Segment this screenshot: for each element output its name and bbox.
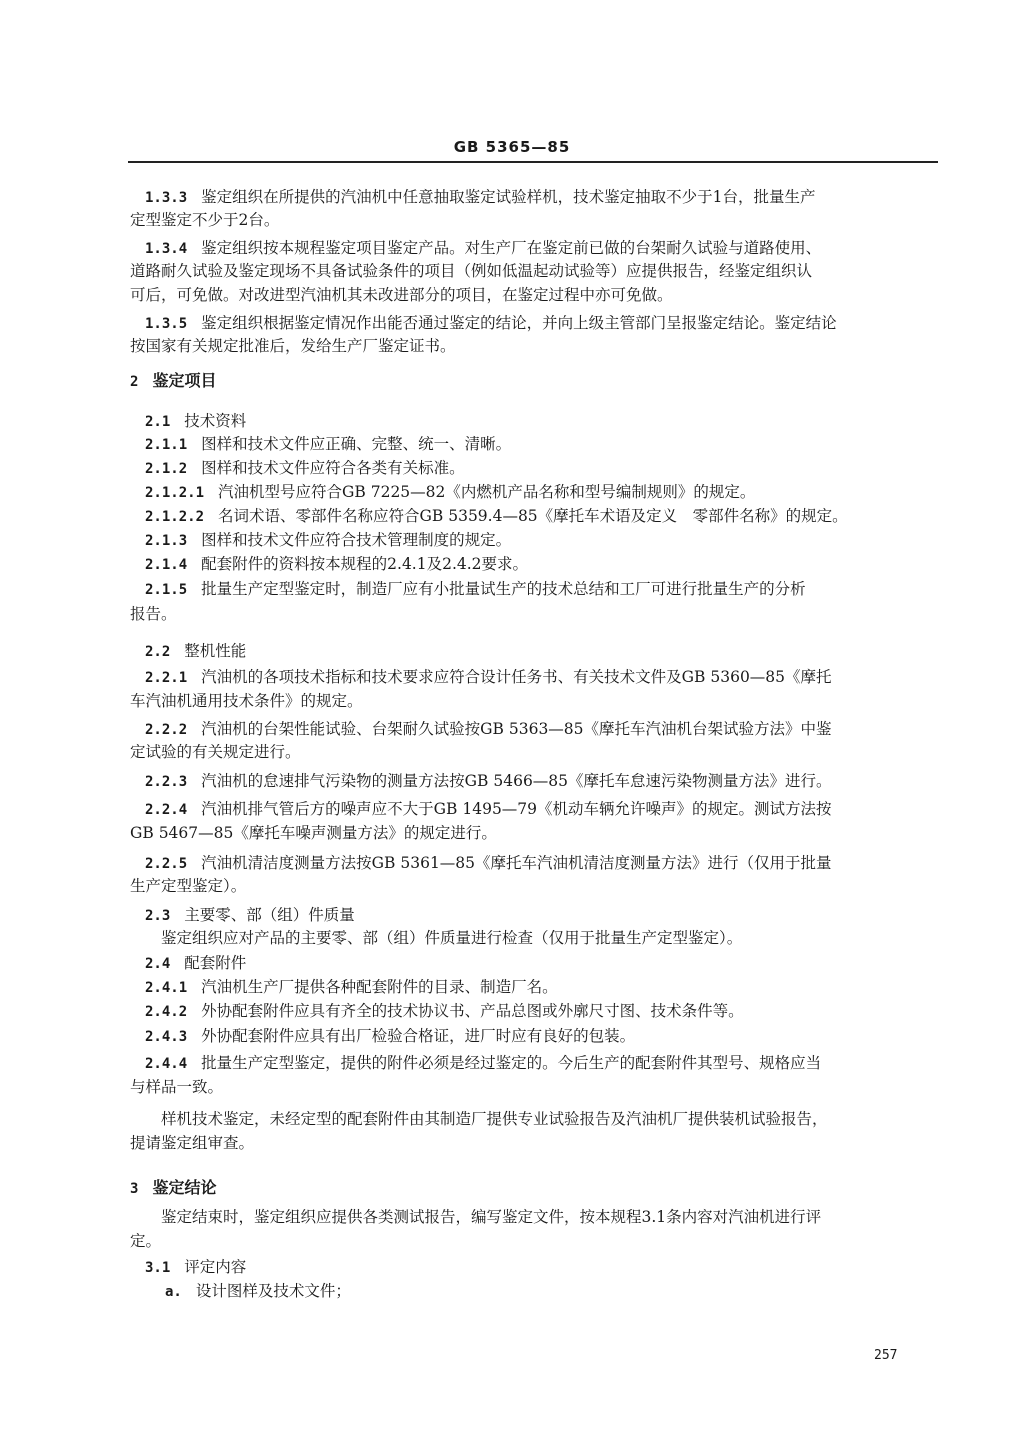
- clause-number: 1.3.3: [145, 190, 188, 206]
- section-heading: [130, 1177, 940, 1200]
- text-line: [145, 718, 955, 741]
- clause-text: 样机技术鉴定，未经定型的配套附件由其制造厂提供专业试验报告及汽油机厂提供装机试验报告，: [130, 1110, 828, 1128]
- clause-number: 2.4.4: [145, 1056, 188, 1072]
- clause-text: 定型鉴定不少于2台。: [130, 211, 280, 229]
- clause-number: 2.1.4: [145, 557, 188, 573]
- clause-number: 2.4.3: [145, 1029, 188, 1045]
- clause-text: 配套附件的资料按本规程的2.4.1及2.4.2要求。: [201, 555, 529, 573]
- text-line: [145, 237, 955, 260]
- text-line: [130, 284, 940, 306]
- clause-text: 图样和技术文件应正确、完整、统一、清晰。: [201, 435, 512, 453]
- clause-text: 鉴定组织应对产品的主要零、部（组）件质量进行检查（仅用于批量生产定型鉴定）。: [130, 929, 743, 947]
- clause-text: GB 5467—85《摩托车噪声测量方法》的规定进行。: [130, 824, 497, 842]
- clause-text: 鉴定组织按本规程鉴定项目鉴定产品。对生产厂在鉴定前已做的台架耐久试验与道路使用、: [201, 239, 822, 257]
- clause-text: 定试验的有关规定进行。: [130, 743, 301, 761]
- text-line: [165, 1280, 975, 1303]
- clause-text: 汽油机排气管后方的噪声应不大于GB 1495—79《机动车辆允许噪声》的规定。测试方法按: [201, 800, 832, 818]
- text-line: [145, 640, 955, 663]
- clause-text: 定。: [130, 1232, 162, 1250]
- clause-number: 3: [130, 1181, 139, 1197]
- text-line: [145, 770, 955, 793]
- clause-text: 生产定型鉴定）。: [130, 877, 247, 895]
- text-line: [130, 1132, 940, 1154]
- text-line: [145, 1256, 955, 1279]
- clause-text: 汽油机清洁度测量方法按GB 5361—85《摩托车汽油机清洁度测量方法》进行（仅用于批量: [201, 854, 832, 872]
- clause-text: 图样和技术文件应符合技术管理制度的规定。: [201, 531, 512, 549]
- text-line: [130, 260, 940, 282]
- clause-number: 1.3.5: [145, 316, 188, 332]
- text-line: [145, 410, 955, 433]
- clause-text: 汽油机型号应符合GB 7225—82《内燃机产品名称和型号编制规则》的规定。: [218, 483, 756, 501]
- clause-number: 2.1.2: [145, 461, 188, 477]
- clause-number: 2.4: [145, 956, 171, 972]
- page-header: GB 5365—85: [453, 138, 571, 156]
- clause-number: 2: [130, 374, 139, 390]
- clause-text: 图样和技术文件应符合各类有关标准。: [201, 459, 465, 477]
- text-line: [145, 186, 955, 209]
- clause-text: 整机性能: [184, 642, 247, 660]
- text-line: [145, 852, 955, 875]
- clause-text: 提请鉴定组审查。: [130, 1134, 255, 1152]
- text-line: [145, 976, 955, 999]
- clause-number: 3.1: [145, 1260, 171, 1276]
- clause-text: 外协配套附件应具有齐全的技术协议书、产品总图或外廓尺寸图、技术条件等。: [201, 1002, 744, 1020]
- clause-number: 2.2: [145, 644, 171, 660]
- clause-text: 鉴定项目: [152, 371, 217, 390]
- text-line: [145, 666, 955, 689]
- text-line: [130, 927, 940, 949]
- clause-number: 2.2.4: [145, 802, 188, 818]
- text-line: [130, 1230, 940, 1252]
- text-line: [145, 553, 955, 576]
- text-line: [130, 1108, 940, 1130]
- clause-text: 按国家有关规定批准后，发给生产厂鉴定证书。: [130, 337, 456, 355]
- text-line: [145, 904, 955, 927]
- clause-number: 2.1.2.1: [145, 485, 205, 501]
- text-line: [145, 312, 955, 335]
- clause-number: 2.2.3: [145, 774, 188, 790]
- clause-text: 与样品一致。: [130, 1078, 224, 1096]
- clause-text: 评定内容: [184, 1258, 247, 1276]
- clause-text: 可后，可免做。对改进型汽油机其未改进部分的项目，在鉴定过程中亦可免做。: [130, 286, 673, 304]
- text-line: [130, 741, 940, 763]
- clause-text: 报告。: [130, 605, 177, 623]
- text-line: [145, 1000, 955, 1023]
- clause-number: 2.1.1: [145, 437, 188, 453]
- clause-number: 2.2.5: [145, 856, 188, 872]
- clause-text: 鉴定结束时，鉴定组织应提供各类测试报告，编写鉴定文件，按本规程3.1条内容对汽油机进行评: [130, 1208, 822, 1226]
- clause-text: 批量生产定型鉴定，提供的附件必须是经过鉴定的。今后生产的配套附件其型号、规格应当: [201, 1054, 822, 1072]
- text-line: [145, 798, 955, 821]
- clause-number: 2.4.2: [145, 1004, 188, 1020]
- text-line: [145, 1025, 955, 1048]
- clause-text: 批量生产定型鉴定时，制造厂应有小批量试生产的技术总结和工厂可进行批量生产的分析: [201, 580, 806, 598]
- text-line: [145, 952, 955, 975]
- clause-text: 设计图样及技术文件；: [195, 1282, 351, 1300]
- text-line: [145, 457, 955, 480]
- clause-number: 2.3: [145, 908, 171, 924]
- clause-text: 名词术语、零部件名称应符合GB 5359.4—85《摩托车术语及定义 零部件名称》的规定。: [218, 507, 848, 525]
- clause-number: 2.2.1: [145, 670, 188, 686]
- clause-number: 2.1.5: [145, 582, 188, 598]
- page-number: 257: [874, 1348, 898, 1363]
- text-line: [145, 529, 955, 552]
- text-line: [130, 603, 940, 625]
- section-heading: [130, 370, 940, 393]
- clause-number: 2.4.1: [145, 980, 188, 996]
- clause-number: 2.2.2: [145, 722, 188, 738]
- text-line: [130, 822, 940, 844]
- clause-text: 汽油机的怠速排气污染物的测量方法按GB 5466—85《摩托车怠速污染物测量方法》进行。: [201, 772, 832, 790]
- text-line: [130, 690, 940, 712]
- text-line: [145, 505, 955, 528]
- clause-number: 2.1.2.2: [145, 509, 205, 525]
- clause-text: 主要零、部（组）件质量: [184, 906, 355, 924]
- text-line: [130, 335, 940, 357]
- text-line: [145, 481, 955, 504]
- clause-text: 外协配套附件应具有出厂检验合格证，进厂时应有良好的包装。: [201, 1027, 636, 1045]
- clause-text: 鉴定结论: [152, 1178, 217, 1197]
- text-line: [130, 1206, 940, 1228]
- text-line: [145, 1052, 955, 1075]
- clause-text: 鉴定组织在所提供的汽油机中任意抽取鉴定试验样机，技术鉴定抽取不少于1台，批量生产: [201, 188, 816, 206]
- text-line: [130, 875, 940, 897]
- clause-number: 2.1: [145, 414, 171, 430]
- clause-number: 1.3.4: [145, 241, 188, 257]
- clause-text: 汽油机的各项技术指标和技术要求应符合设计任务书、有关技术文件及GB 5360—85《摩托: [201, 668, 832, 686]
- text-line: [130, 1076, 940, 1098]
- clause-text: 鉴定组织根据鉴定情况作出能否通过鉴定的结论，并向上级主管部门呈报鉴定结论。鉴定结论: [201, 314, 837, 332]
- clause-number: 2.1.3: [145, 533, 188, 549]
- clause-text: 技术资料: [184, 412, 247, 430]
- header-rule: [128, 161, 938, 163]
- clause-number: a.: [165, 1284, 182, 1300]
- clause-text: 车汽油机通用技术条件》的规定。: [130, 692, 363, 710]
- text-line: [145, 433, 955, 456]
- clause-text: 道路耐久试验及鉴定现场不具备试验条件的项目（例如低温起动试验等）应提供报告，经鉴定组织认: [130, 262, 813, 280]
- text-line: [130, 209, 940, 231]
- text-line: [145, 578, 955, 601]
- clause-text: 汽油机生产厂提供各种配套附件的目录、制造厂名。: [201, 978, 558, 996]
- clause-text: 配套附件: [184, 954, 247, 972]
- clause-text: 汽油机的台架性能试验、台架耐久试验按GB 5363—85《摩托车汽油机台架试验方法》中鉴: [201, 720, 832, 738]
